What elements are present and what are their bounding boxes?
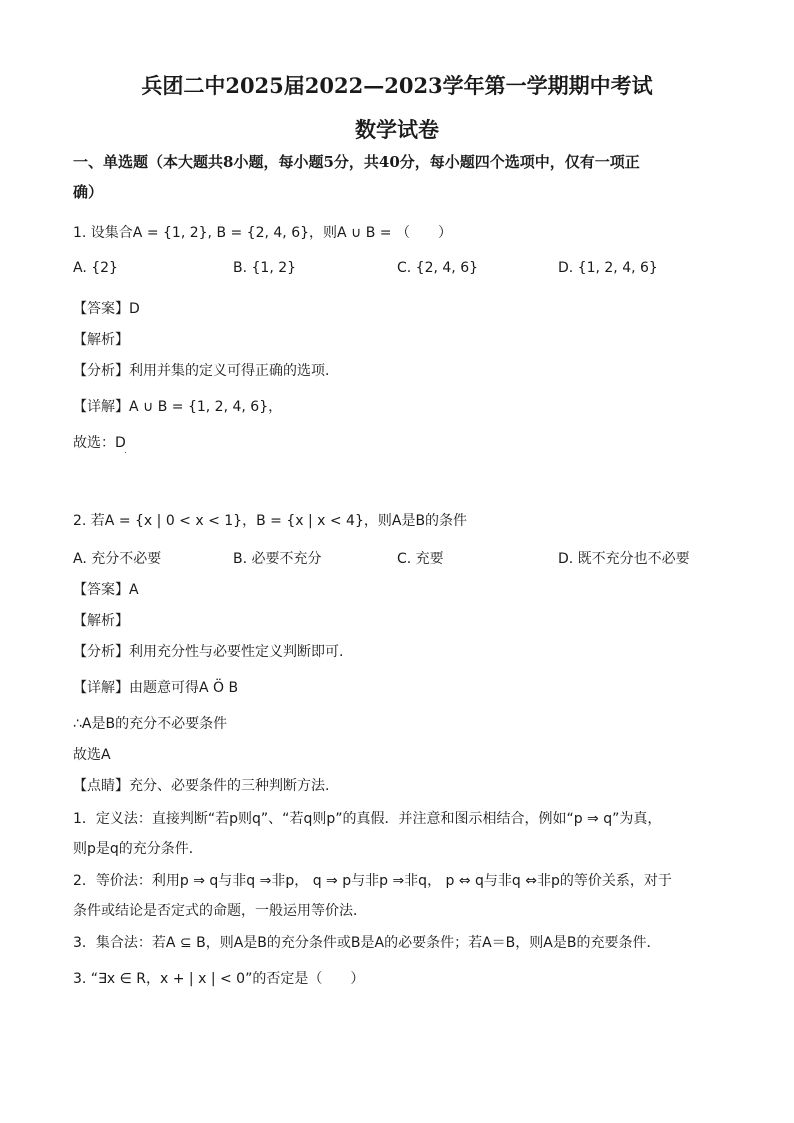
exam-title: 兵团二中2025届2022—2023学年第一学期期中考试: [141, 73, 653, 98]
q1-jiexi: 【解析】: [73, 332, 129, 348]
method2-line1: 2．等价法：利用p ⇒ q与非q ⇒非p， q ⇒ p与非p ⇒非q， p ⇔ q与非q ⇔非p的等价关系，对于: [73, 873, 672, 889]
method1-line2: 则p是q的充分条件．: [73, 841, 203, 857]
q1-option-b: B. {1, 2}: [233, 260, 297, 276]
q1-option-d: D. {1, 2, 4, 6}: [558, 260, 658, 276]
q1-fenxi: 【分析】利用并集的定义可得正确的选项.: [73, 363, 330, 379]
q1-option-a: A. {2}: [73, 260, 118, 276]
q3-stem: 3. “∃x ∈ R，x + | x | < 0”的否定是（ ）: [73, 971, 365, 987]
q2-option-c: C. 充要: [397, 551, 444, 567]
section-heading-line2: 确）: [73, 183, 104, 201]
q2-jiexi: 【解析】: [73, 613, 129, 629]
q1-stem: 1. 设集合A = {1, 2}, B = {2, 4, 6}，则A ∪ B = （ ）: [73, 225, 452, 241]
q2-option-b: B. 必要不充分: [233, 551, 322, 567]
q2-answer: 【答案】A: [73, 582, 139, 598]
stray-dot: [125, 452, 126, 453]
section-heading-line1: 一、单选题（本大题共8小题，每小题5分，共40分，每小题四个选项中，仅有一项正: [73, 153, 640, 171]
q2-option-d: D. 既不充分也不必要: [558, 551, 690, 567]
method1-line1: 1．定义法：直接判断“若p则q”、“若q则p”的真假．并注意和图示相结合，例如“p ⇒ q”为真，: [73, 811, 662, 827]
q1-guxuan: 故选：D: [73, 435, 126, 451]
q2-option-a: A. 充分不必要: [73, 551, 162, 567]
exam-subtitle: 数学试卷: [355, 117, 439, 142]
q1-answer: 【答案】D: [73, 301, 140, 317]
q2-fenxi: 【分析】利用充分性与必要性定义判断即可.: [73, 644, 344, 660]
q1-option-c: C. {2, 4, 6}: [397, 260, 479, 276]
q1-xiangjie: 【详解】A ∪ B = {1, 2, 4, 6}，: [73, 399, 283, 415]
q2-xiangjie: 【详解】由题意可得A Ö B: [73, 680, 239, 696]
q2-dianjing: 【点睛】充分、必要条件的三种判断方法.: [73, 778, 330, 794]
q2-guxuan: 故选A: [73, 747, 111, 763]
q2-therefore: ∴A是B的充分不必要条件: [73, 716, 228, 732]
q2-stem: 2. 若A = {x | 0 < x < 1}，B = {x | x < 4}，则A是B的条件: [73, 513, 468, 529]
method3: 3．集合法：若A ⊆ B，则A是B的充分条件或B是A的必要条件；若A＝B，则A是B的充要条件．: [73, 935, 661, 951]
method2-line2: 条件或结论是否定式的命题，一般运用等价法．: [73, 903, 367, 919]
